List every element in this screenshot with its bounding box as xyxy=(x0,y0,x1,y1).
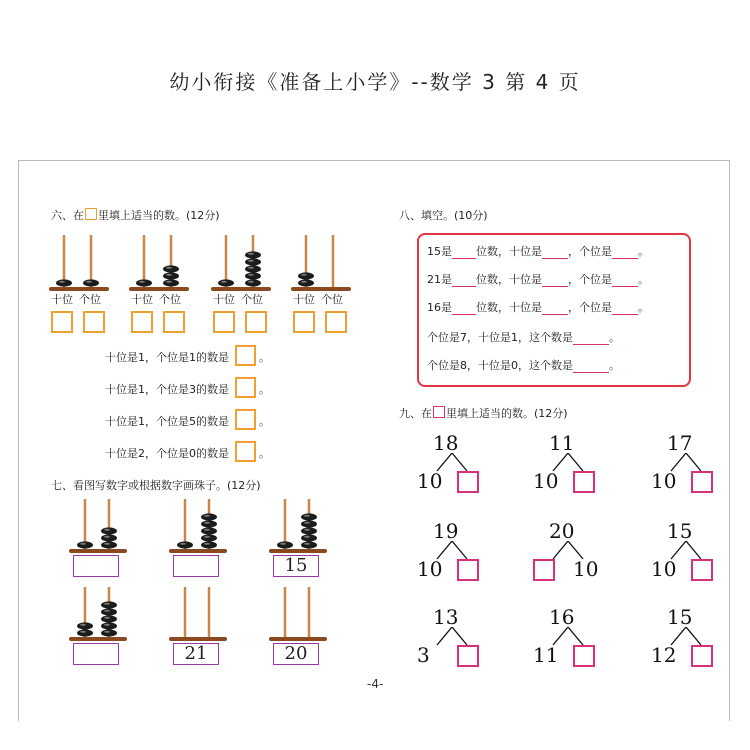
abacus-bead xyxy=(201,534,217,541)
tree-top-number: 19 xyxy=(433,519,459,543)
tree-left-number: 10 xyxy=(417,557,443,581)
section8-row-2: 21是 位数，十位是 ，个位是 。 xyxy=(427,273,649,286)
label-ones-place: 个位 xyxy=(321,293,343,306)
tree-top-number: 15 xyxy=(667,605,693,629)
tree-answer-box[interactable] xyxy=(457,559,479,581)
box-symbol-icon xyxy=(433,406,445,418)
worksheet xyxy=(18,160,730,721)
blank-field[interactable] xyxy=(452,258,476,259)
abacus-bead xyxy=(277,541,293,548)
abacus-bead xyxy=(101,622,117,629)
tree-left-number: 12 xyxy=(651,643,677,667)
label-tens-place: 十位 xyxy=(51,293,73,306)
tree-left-number: 10 xyxy=(651,469,677,493)
digit-answer-box[interactable] xyxy=(131,311,153,333)
section6-question-2: 十位是1，个位是3的数是 。 xyxy=(105,377,270,398)
abacus-base xyxy=(169,637,227,641)
tree-left-number: 11 xyxy=(533,643,559,667)
tree-answer-box[interactable] xyxy=(691,559,713,581)
number-answer-box[interactable]: 21 xyxy=(173,643,219,665)
number-answer-box[interactable] xyxy=(73,643,119,665)
abacus-bead xyxy=(101,608,117,615)
abacus-bead xyxy=(77,622,93,629)
abacus-bead xyxy=(301,520,317,527)
abacus-bead xyxy=(101,601,117,608)
blank-field[interactable] xyxy=(542,314,568,315)
tree-answer-box[interactable] xyxy=(457,645,479,667)
section6-title: 六、在 里填上适当的数。(12分) xyxy=(51,209,220,222)
number-answer-box[interactable] xyxy=(73,555,119,577)
tree-branches xyxy=(427,627,477,647)
number-answer-box[interactable]: 15 xyxy=(273,555,319,577)
abacus-bead xyxy=(298,279,314,286)
tree-answer-box[interactable] xyxy=(573,645,595,667)
blank-field[interactable] xyxy=(573,372,609,373)
section8-row-1: 15是 位数，十位是 ，个位是 。 xyxy=(427,245,649,258)
abacus-bead xyxy=(101,527,117,534)
tree-answer-box[interactable] xyxy=(691,471,713,493)
label-ones-place: 个位 xyxy=(79,293,101,306)
tree-answer-box[interactable] xyxy=(573,471,595,493)
abacus-bead xyxy=(77,629,93,636)
abacus-bead xyxy=(136,279,152,286)
tree-top-number: 15 xyxy=(667,519,693,543)
answer-box[interactable] xyxy=(235,441,256,462)
page-number: -4- xyxy=(367,677,384,691)
abacus-bead xyxy=(101,541,117,548)
tree-left-number: 10 xyxy=(417,469,443,493)
tree-top-number: 16 xyxy=(549,605,575,629)
blank-field[interactable] xyxy=(542,286,568,287)
abacus-bead xyxy=(218,279,234,286)
tree-answer-box[interactable] xyxy=(457,471,479,493)
answer-box[interactable] xyxy=(235,409,256,430)
page-title: 幼小衔接《准备上小学》--数学 3 第 4 页 xyxy=(169,70,581,94)
abacus-bead xyxy=(301,541,317,548)
abacus-base xyxy=(269,549,327,553)
abacus-bead xyxy=(245,265,261,272)
abacus-bead xyxy=(201,541,217,548)
abacus-bead xyxy=(245,272,261,279)
abacus-base xyxy=(169,549,227,553)
tree-top-number: 18 xyxy=(433,431,459,455)
section6-question-3: 十位是1，个位是5的数是 。 xyxy=(105,409,270,430)
blank-field[interactable] xyxy=(452,286,476,287)
section6-question-1: 十位是1，个位是1的数是 。 xyxy=(105,345,270,366)
abacus-bead xyxy=(245,251,261,258)
section8-row-5: 个位是8，十位是0，这个数是 。 xyxy=(427,359,620,372)
abacus-bead xyxy=(56,279,72,286)
label-ones-place: 个位 xyxy=(241,293,263,306)
label-tens-place: 十位 xyxy=(131,293,153,306)
abacus-bead xyxy=(101,534,117,541)
abacus-bead xyxy=(83,279,99,286)
digit-answer-box[interactable] xyxy=(51,311,73,333)
abacus-bead xyxy=(77,541,93,548)
tree-top-number: 13 xyxy=(433,605,459,629)
abacus-bead xyxy=(298,272,314,279)
abacus-bead xyxy=(163,279,179,286)
section8-row-4: 个位是7，十位是1，这个数是 。 xyxy=(427,331,620,344)
abacus-base xyxy=(69,549,127,553)
tree-top-number: 11 xyxy=(549,431,575,455)
abacus-base xyxy=(69,637,127,641)
tree-left-number: 10 xyxy=(651,557,677,581)
abacus-bead xyxy=(201,527,217,534)
digit-answer-box[interactable] xyxy=(293,311,315,333)
blank-field[interactable] xyxy=(612,286,638,287)
tree-top-number: 20 xyxy=(549,519,575,543)
abacus-bead xyxy=(163,265,179,272)
abacus-bead xyxy=(301,513,317,520)
digit-answer-box[interactable] xyxy=(163,311,185,333)
abacus-bead xyxy=(245,279,261,286)
blank-field[interactable] xyxy=(612,314,638,315)
digit-answer-box[interactable] xyxy=(245,311,267,333)
section7-title: 七、看图写数字或根据数字画珠子。(12分) xyxy=(51,479,261,492)
abacus-bead xyxy=(101,629,117,636)
answer-box[interactable] xyxy=(235,377,256,398)
section6-question-4: 十位是2，个位是0的数是 。 xyxy=(105,441,270,462)
abacus-bead xyxy=(101,615,117,622)
label-tens-place: 十位 xyxy=(213,293,235,306)
blank-field[interactable] xyxy=(452,314,476,315)
number-answer-box[interactable] xyxy=(173,555,219,577)
section8-row-3: 16是 位数，十位是 ，个位是 。 xyxy=(427,301,649,314)
label-ones-place: 个位 xyxy=(159,293,181,306)
box-symbol-icon xyxy=(85,208,97,220)
number-answer-box[interactable]: 20 xyxy=(273,643,319,665)
abacus-bead xyxy=(301,527,317,534)
label-tens-place: 十位 xyxy=(293,293,315,306)
abacus-base xyxy=(269,637,327,641)
digit-answer-box[interactable] xyxy=(213,311,235,333)
section8-title: 八、填空。(10分) xyxy=(399,209,488,222)
section6-abacuses xyxy=(49,235,359,295)
blank-field[interactable] xyxy=(573,344,609,345)
digit-answer-box[interactable] xyxy=(83,311,105,333)
tree-answer-box[interactable] xyxy=(533,559,555,581)
tree-right-number: 10 xyxy=(573,557,599,581)
abacus-bead xyxy=(201,520,217,527)
blank-field[interactable] xyxy=(542,258,568,259)
digit-answer-box[interactable] xyxy=(325,311,347,333)
tree-answer-box[interactable] xyxy=(691,645,713,667)
section9-title: 九、在 里填上适当的数。(12分) xyxy=(399,407,568,420)
abacus-bead xyxy=(163,272,179,279)
tree-left-number: 10 xyxy=(533,469,559,493)
tree-left-number: 3 xyxy=(417,643,430,667)
blank-field[interactable] xyxy=(612,258,638,259)
abacus-bead xyxy=(177,541,193,548)
abacus-bead xyxy=(245,258,261,265)
abacus-bead xyxy=(301,534,317,541)
abacus-bead xyxy=(201,513,217,520)
tree-top-number: 17 xyxy=(667,431,693,455)
answer-box[interactable] xyxy=(235,345,256,366)
